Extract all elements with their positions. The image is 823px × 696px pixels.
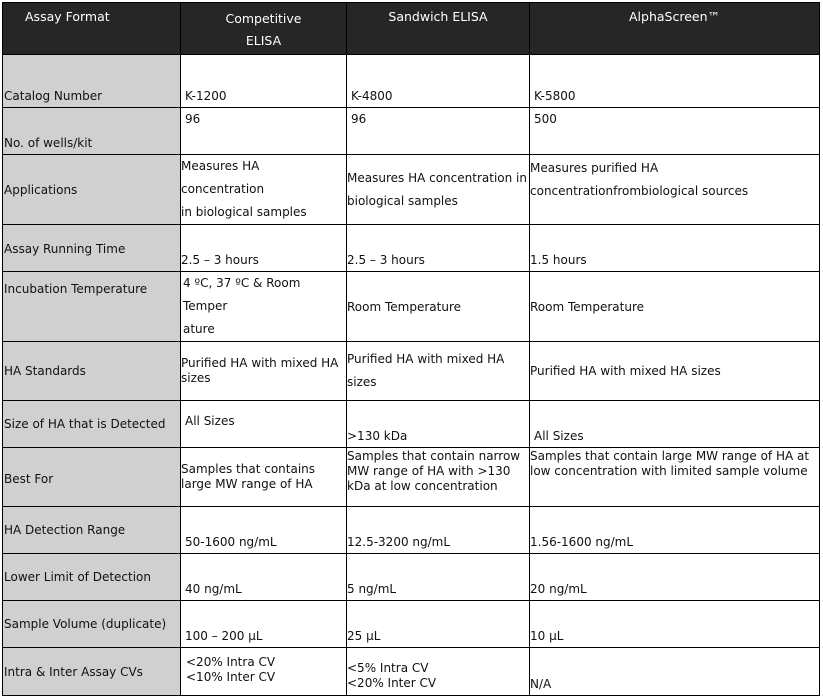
cell-wells-sandwich: 96 (347, 108, 530, 155)
cell-wells-alphascreen: 500 (530, 108, 820, 155)
cell-volume-competitive: 100 – 200 µL (181, 601, 347, 648)
cell-lod-sandwich: 5 ng/mL (347, 554, 530, 601)
cell-line: concentrationfrombiological sources (530, 184, 749, 198)
table-row (3, 401, 820, 448)
table-row (3, 155, 820, 225)
cell-cvs-alphascreen: N/A (530, 648, 820, 696)
cell-line: Samples that contain large MW range of HA at (530, 449, 810, 463)
table-row (3, 272, 820, 342)
cell-standards-sandwich (347, 342, 530, 401)
cell-catalog-alphascreen: K-5800 (530, 55, 820, 108)
cell-line: Purified HA with mixed HA (181, 356, 339, 370)
cell-size-sandwich: >130 kDa (347, 401, 530, 448)
cell-line: sizes (181, 371, 211, 385)
row-label-size-detected: Size of HA that is Detected (3, 401, 181, 448)
cell-line: Measures purified HA (530, 161, 659, 175)
cell-range-competitive: 50-1600 ng/mL (181, 507, 347, 554)
row-label-assay-cvs: Intra & Inter Assay CVs (3, 648, 181, 696)
header-competitive-elisa (181, 3, 347, 55)
header-alphascreen: AlphaScreen™ (530, 3, 820, 55)
cell-volume-sandwich: 25 µL (347, 601, 530, 648)
cell-line: kDa at low concentration (347, 479, 498, 493)
cell-line: 4 ºC, 37 ºC & Room Temper (183, 276, 301, 313)
cell-best-for-alphascreen (530, 448, 820, 507)
cell-line: low concentration with limited sample volume (530, 464, 808, 478)
row-label-applications: Applications (3, 155, 181, 225)
table-row (3, 225, 820, 272)
cell-running-time-sandwich: 2.5 – 3 hours (347, 225, 530, 272)
cell-running-time-competitive: 2.5 – 3 hours (181, 225, 347, 272)
row-label-sample-volume: Sample Volume (duplicate) (3, 601, 181, 648)
cell-best-for-sandwich (347, 448, 530, 507)
cell-standards-competitive (181, 342, 347, 401)
cell-range-sandwich: 12.5-3200 ng/mL (347, 507, 530, 554)
cell-volume-alphascreen: 10 µL (530, 601, 820, 648)
cell-line: ature (183, 322, 215, 336)
cell-line: Measures HA concentration (181, 159, 265, 196)
header-competitive-line2: ELISA (245, 33, 282, 48)
cell-lod-competitive: 40 ng/mL (181, 554, 347, 601)
cell-lod-alphascreen: 20 ng/mL (530, 554, 820, 601)
cell-running-time-alphascreen: 1.5 hours (530, 225, 820, 272)
cell-range-alphascreen: 1.56-1600 ng/mL (530, 507, 820, 554)
table-row (3, 648, 820, 696)
cell-line: MW range of HA with >130 (347, 464, 511, 478)
cell-incubation-competitive (181, 272, 347, 342)
cell-cvs-sandwich (347, 648, 530, 696)
cell-line: <20% Intra CV (186, 655, 276, 669)
cell-line: <10% Inter CV (186, 670, 276, 684)
cell-catalog-sandwich: K-4800 (347, 55, 530, 108)
cell-line: in biological samples (181, 205, 307, 219)
cell-catalog-competitive: K-1200 (181, 55, 347, 108)
cell-size-alphascreen: All Sizes (530, 401, 820, 448)
row-label-best-for: Best For (3, 448, 181, 507)
table-row (3, 342, 820, 401)
cell-applications-alphascreen (530, 155, 820, 225)
header-row (3, 3, 820, 55)
row-label-catalog-number: Catalog Number (3, 55, 181, 108)
cell-incubation-sandwich: Room Temperature (347, 272, 530, 342)
cell-standards-alphascreen: Purified HA with mixed HA sizes (530, 342, 820, 401)
cell-size-competitive: All Sizes (181, 401, 347, 448)
assay-comparison-table (2, 2, 820, 696)
cell-line: Purified HA with mixed HA (347, 352, 505, 366)
row-label-lower-limit: Lower Limit of Detection (3, 554, 181, 601)
cell-applications-sandwich (347, 155, 530, 225)
table-row (3, 55, 820, 108)
cell-line: biological samples (347, 193, 458, 208)
cell-line: Measures HA concentration in (347, 170, 527, 185)
cell-incubation-alphascreen: Room Temperature (530, 272, 820, 342)
row-label-ha-standards: HA Standards (3, 342, 181, 401)
cell-wells-competitive: 96 (181, 108, 347, 155)
cell-line: large MW range of HA (181, 477, 313, 491)
table-row (3, 108, 820, 155)
row-label-running-time: Assay Running Time (3, 225, 181, 272)
cell-line: Samples that contains (181, 462, 316, 476)
cell-line: Samples that contain narrow (347, 449, 521, 463)
table-row (3, 448, 820, 507)
cell-line: sizes (347, 375, 377, 389)
cell-applications-competitive (181, 155, 347, 225)
table-row (3, 507, 820, 554)
header-sandwich-elisa: Sandwich ELISA (347, 3, 530, 55)
row-label-incubation-temp: Incubation Temperature (3, 272, 181, 342)
row-label-wells-per-kit: No. of wells/kit (3, 108, 181, 155)
cell-line: <5% Intra CV (347, 661, 429, 675)
cell-best-for-competitive (181, 448, 347, 507)
cell-cvs-competitive (181, 648, 347, 696)
header-competitive-line1: Competitive (225, 11, 302, 26)
table-row (3, 601, 820, 648)
header-assay-format: Assay Format (3, 3, 181, 55)
table-row (3, 554, 820, 601)
row-label-detection-range: HA Detection Range (3, 507, 181, 554)
cell-line: <20% Inter CV (347, 676, 437, 690)
